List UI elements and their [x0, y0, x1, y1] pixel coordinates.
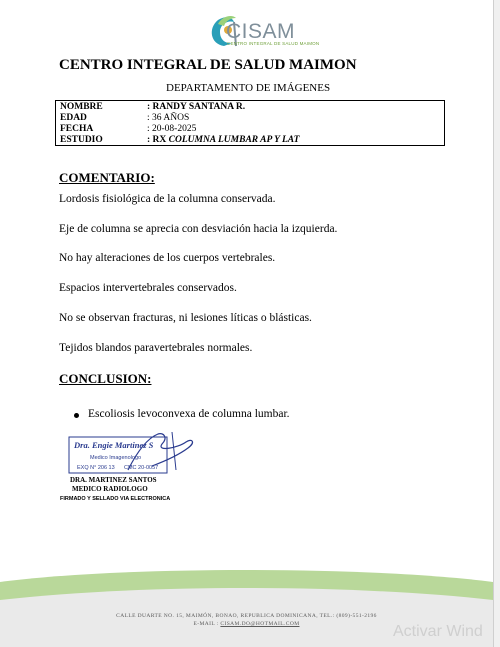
bullet-icon: [74, 413, 79, 418]
fecha-value: : 20-08-2025: [147, 124, 197, 134]
conclusion-heading: CONCLUSION:: [59, 371, 152, 386]
comentario-line-3: No hay alteraciones de los cuerpos vertebrales.: [59, 252, 276, 264]
signature-stroke-2: [172, 432, 176, 470]
logo-text: CISAM: [226, 20, 296, 43]
signature-stamp: [68, 430, 200, 476]
stamp-exq: EXQ N° 206 13: [77, 465, 115, 471]
signer-title: MEDICO RADIOLOGO: [72, 485, 148, 493]
footer-email-link[interactable]: CISAM.DO@HOTMAIL.COM: [220, 621, 300, 627]
stamp-cmd: CMC 20-0057: [124, 465, 159, 471]
comentario-heading: COMENTARIO:: [59, 170, 155, 185]
comentario-line-4: Espacios intervertebrales conservados.: [59, 282, 237, 294]
comentario-line-6: Tejidos blandos paravertebrales normales.: [59, 342, 253, 354]
nombre-value: : RANDY SANTANA R.: [147, 102, 246, 112]
stamp-name: Dra. Engie Martinez S: [74, 440, 154, 450]
edad-label: EDAD: [60, 113, 87, 123]
nombre-label: NOMBRE: [60, 102, 103, 112]
estudio-name: COLUMNA LUMBAR AP Y LAT: [168, 135, 300, 145]
comentario-line-2: Eje de columna se aprecia con desviación hacia la izquierda.: [59, 223, 338, 235]
activation-watermark: Activar Wind: [393, 623, 483, 640]
edad-value: : 36 AÑOS: [147, 113, 190, 123]
department-label: DEPARTAMENTO DE IMÁGENES: [166, 82, 331, 94]
footer-email-label: E-MAIL :: [193, 621, 221, 627]
patient-info-table: [55, 100, 445, 146]
scrollbar[interactable]: [494, 0, 500, 647]
fecha-label: FECHA: [60, 124, 94, 134]
footer-address: CALLE DUARTE NO. 15, MAIMÓN, BONAO, REPUBLICA DOMINICANA, TEL.: (809)-551-2196: [116, 613, 377, 619]
conclusion-item-1: Escoliosis levoconvexa de columna lumbar.: [88, 408, 290, 420]
signature-note: FIRMADO Y SELLADO VIA ELECTRONICA: [60, 496, 171, 502]
document-title: CENTRO INTEGRAL DE SALUD MAIMON: [59, 57, 357, 73]
signature-block: [70, 476, 157, 494]
estudio-label: ESTUDIO: [60, 135, 103, 145]
estudio-value: [147, 135, 299, 146]
logo-subtext: CENTRO INTEGRAL DE SALUD MAIMON: [227, 41, 320, 46]
comentario-line-1: Lordosis fisiológica de la columna conservada.: [59, 193, 276, 205]
estudio-prefix: : RX: [147, 135, 169, 145]
stamp-title: Medico Imagenologo: [90, 455, 142, 461]
comentario-line-5: No se observan fracturas, ni lesiones líticas o blásticas.: [59, 312, 312, 324]
signer-name: DRA. MARTINEZ SANTOS: [70, 476, 157, 484]
